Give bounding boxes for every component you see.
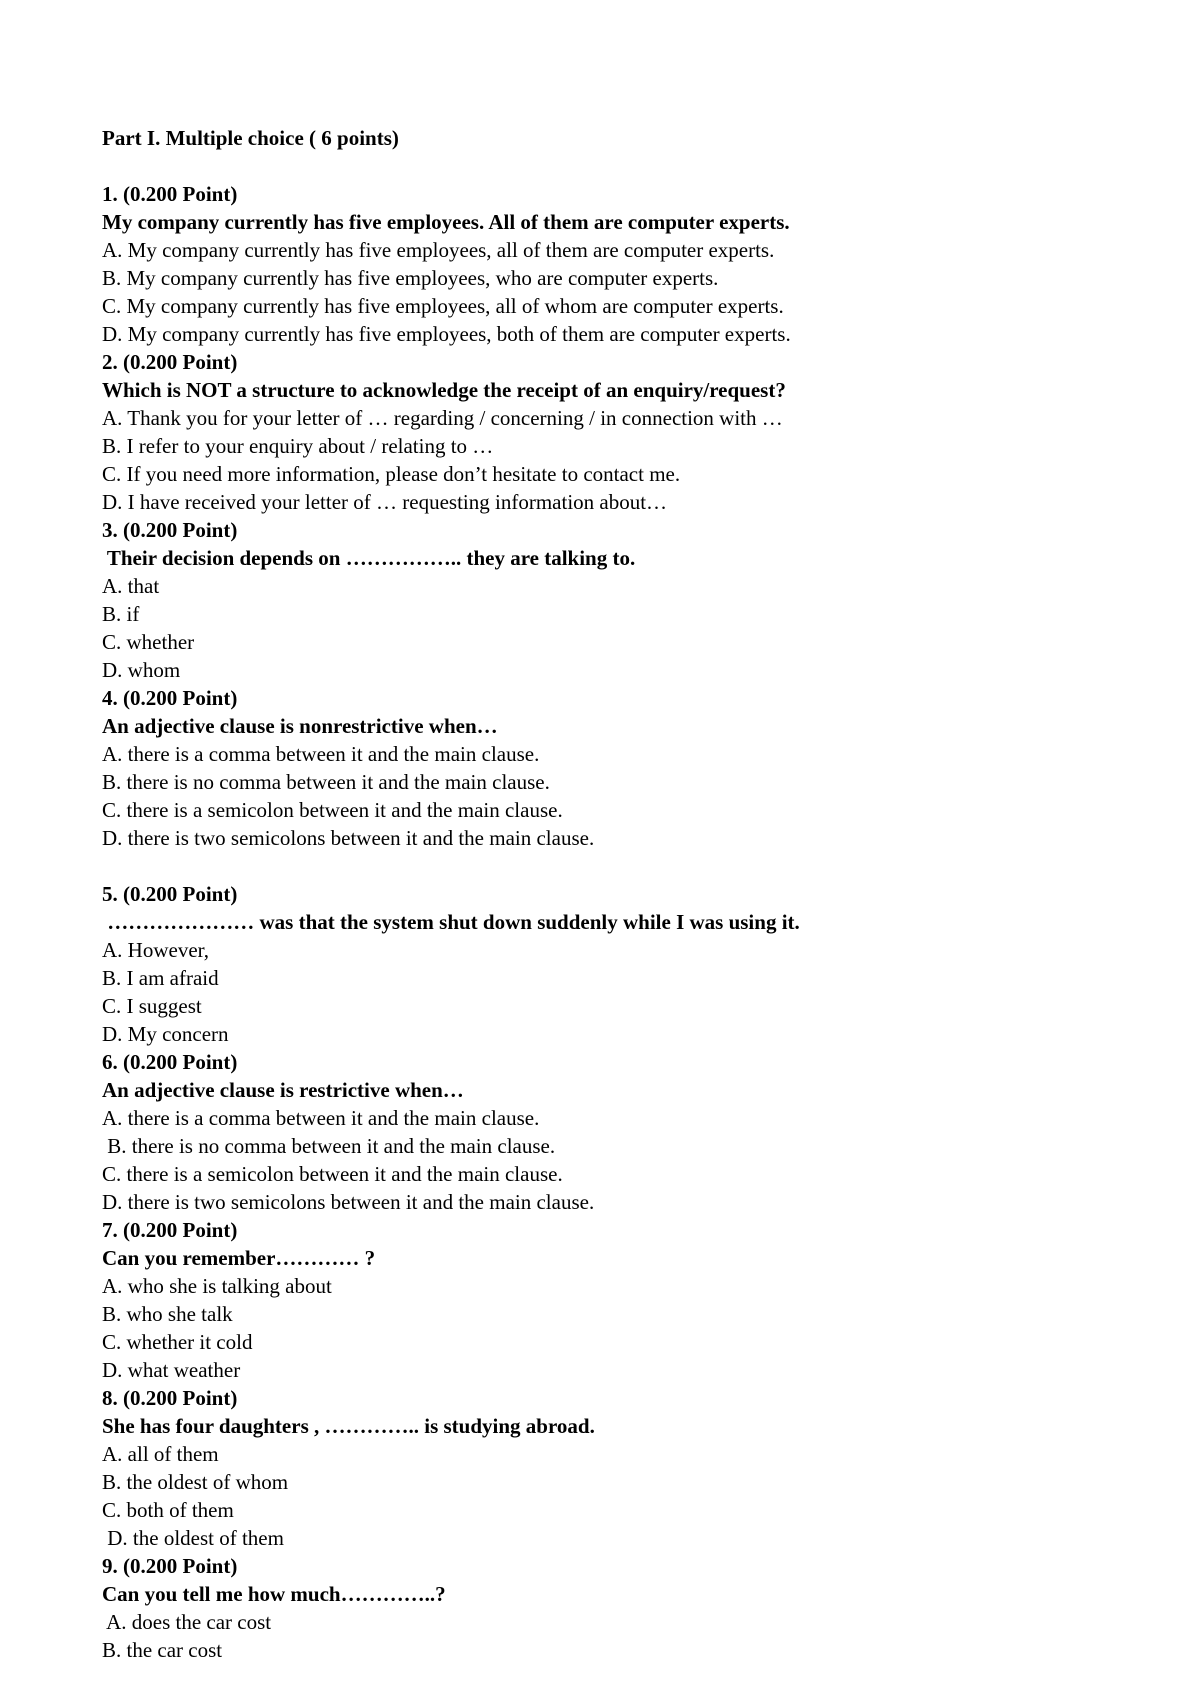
question-header: 4. (0.200 Point) <box>102 686 238 710</box>
question-5 <box>102 880 1122 1048</box>
option-b: B. there is no comma between it and the main clause. <box>102 1134 556 1158</box>
option-b: B. I refer to your enquiry about / relating to … <box>102 434 494 458</box>
option-d: D. there is two semicolons between it and the main clause. <box>102 1190 595 1214</box>
question-stem: Can you remember………… ? <box>102 1246 376 1270</box>
option-a: A. there is a comma between it and the main clause. <box>102 1106 540 1130</box>
question-header: 3. (0.200 Point) <box>102 518 238 542</box>
option-d: D. the oldest of them <box>102 1526 284 1550</box>
option-c: C. whether it cold <box>102 1330 253 1354</box>
option-b: B. there is no comma between it and the main clause. <box>102 770 550 794</box>
option-c: C. whether <box>102 630 195 654</box>
question-header: 7. (0.200 Point) <box>102 1218 238 1242</box>
question-stem: Which is NOT a structure to acknowledge the receipt of an enquiry/request? <box>102 378 786 402</box>
option-d: D. whom <box>102 658 181 682</box>
question-7 <box>102 1216 1122 1384</box>
question-stem: ………………… was that the system shut down suddenly while I was using it. <box>102 910 800 934</box>
question-stem: Their decision depends on …………….. they are talking to. <box>102 546 636 570</box>
question-stem: She has four daughters , ………….. is studying abroad. <box>102 1414 595 1438</box>
question-header: 9. (0.200 Point) <box>102 1554 238 1578</box>
question-2 <box>102 348 1122 516</box>
option-d: D. what weather <box>102 1358 241 1382</box>
option-d: D. My company currently has five employees, both of them are computer experts. <box>102 322 791 346</box>
spacer <box>102 852 1122 880</box>
option-a: A. My company currently has five employees, all of them are computer experts. <box>102 238 775 262</box>
question-stem: My company currently has five employees. All of them are computer experts. <box>102 210 790 234</box>
option-a: A. Thank you for your letter of … regarding / concerning / in connection with … <box>102 406 783 430</box>
question-header: 2. (0.200 Point) <box>102 350 238 374</box>
option-c: C. there is a semicolon between it and the main clause. <box>102 1162 563 1186</box>
option-b: B. I am afraid <box>102 966 219 990</box>
option-c: C. both of them <box>102 1498 234 1522</box>
option-c: C. If you need more information, please don’t hesitate to contact me. <box>102 462 681 486</box>
option-a: A. However, <box>102 938 210 962</box>
option-a: A. all of them <box>102 1442 219 1466</box>
option-a: A. who she is talking about <box>102 1274 332 1298</box>
option-a: A. there is a comma between it and the main clause. <box>102 742 540 766</box>
question-9 <box>102 1552 1122 1664</box>
option-b: B. the oldest of whom <box>102 1470 289 1494</box>
option-b: B. My company currently has five employees, who are computer experts. <box>102 266 719 290</box>
question-stem: Can you tell me how much…………..? <box>102 1582 446 1606</box>
document-page <box>102 124 1122 1664</box>
option-c: C. I suggest <box>102 994 202 1018</box>
question-header: 8. (0.200 Point) <box>102 1386 238 1410</box>
option-c: C. My company currently has five employees, all of whom are computer experts. <box>102 294 784 318</box>
question-header: 5. (0.200 Point) <box>102 882 238 906</box>
option-d: D. I have received your letter of … requesting information about… <box>102 490 668 514</box>
option-c: C. there is a semicolon between it and the main clause. <box>102 798 563 822</box>
question-4 <box>102 684 1122 852</box>
option-d: D. there is two semicolons between it and the main clause. <box>102 826 595 850</box>
question-stem: An adjective clause is restrictive when… <box>102 1078 464 1102</box>
question-stem: An adjective clause is nonrestrictive when… <box>102 714 498 738</box>
option-b: B. if <box>102 602 140 626</box>
option-a: A. that <box>102 574 160 598</box>
question-8 <box>102 1384 1122 1552</box>
question-6 <box>102 1048 1122 1216</box>
question-header: 6. (0.200 Point) <box>102 1050 238 1074</box>
option-b: B. the car cost <box>102 1638 223 1662</box>
question-header: 1. (0.200 Point) <box>102 182 238 206</box>
question-1 <box>102 180 1122 348</box>
option-b: B. who she talk <box>102 1302 233 1326</box>
option-a: A. does the car cost <box>102 1610 272 1634</box>
question-3 <box>102 516 1122 684</box>
part-title: Part I. Multiple choice ( 6 points) <box>102 126 399 150</box>
option-d: D. My concern <box>102 1022 229 1046</box>
spacer <box>102 152 1122 180</box>
